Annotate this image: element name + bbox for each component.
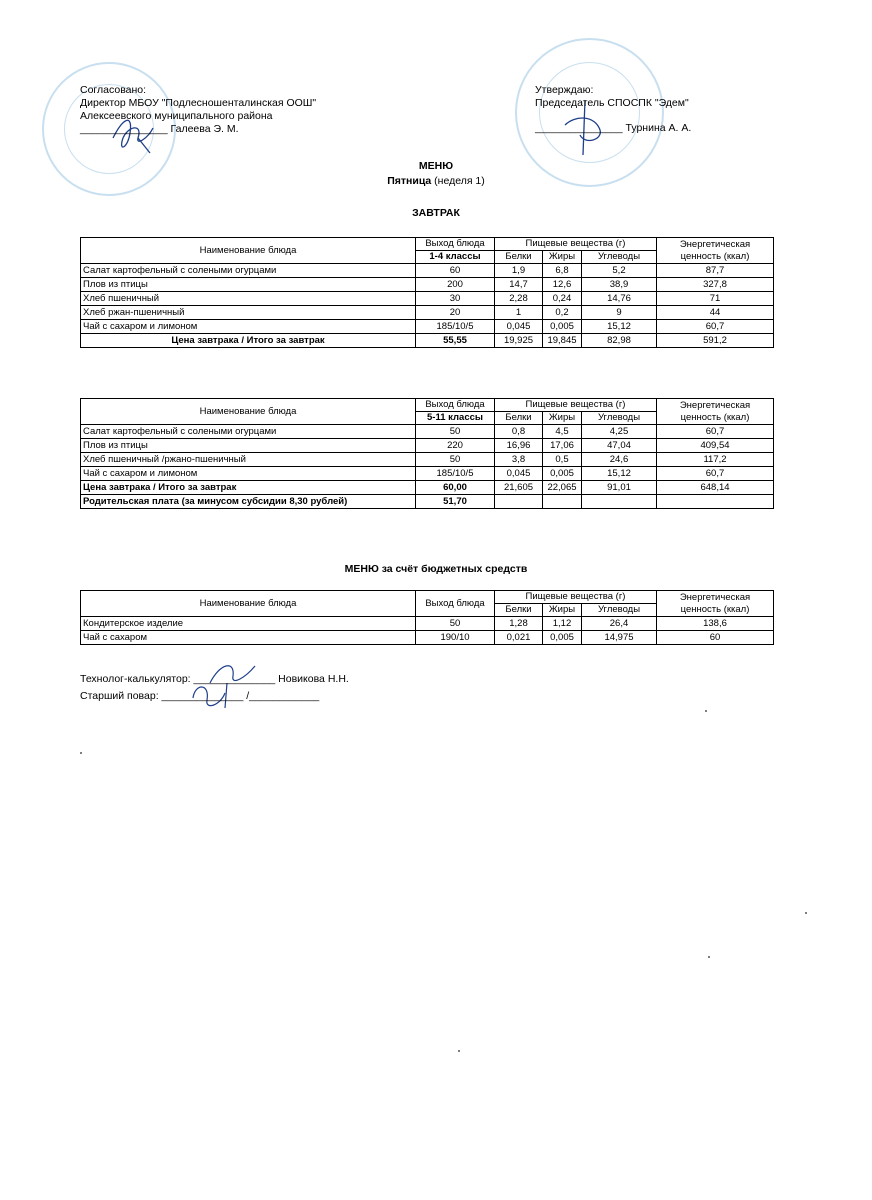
dish-name: Кондитерское изделие bbox=[81, 617, 416, 631]
breakfast-table-1-4 bbox=[80, 237, 774, 348]
dish-energy: 409,54 bbox=[657, 439, 774, 453]
dish-name: Салат картофельный с солеными огурцами bbox=[81, 425, 416, 439]
dish-output: 200 bbox=[416, 278, 495, 292]
table-row bbox=[81, 425, 774, 439]
parent-fee-label: Родительская плата (за минусом субсидии 8,30 рублей) bbox=[81, 495, 416, 509]
dish-proteins: 0,8 bbox=[495, 425, 543, 439]
dish-output: 50 bbox=[416, 453, 495, 467]
header-energy bbox=[657, 591, 774, 617]
total-proteins: 21,605 bbox=[495, 481, 543, 495]
menu-title: МЕНЮ bbox=[418, 160, 454, 172]
scan-speck bbox=[708, 956, 710, 958]
cook-line: Старший повар: ______________ /____________ bbox=[80, 690, 320, 702]
dish-proteins: 16,96 bbox=[495, 439, 543, 453]
total-price: 60,00 bbox=[416, 481, 495, 495]
dish-energy: 138,6 bbox=[657, 617, 774, 631]
total-proteins: 19,925 bbox=[495, 334, 543, 348]
dish-proteins: 1 bbox=[495, 306, 543, 320]
dish-energy: 60,7 bbox=[657, 320, 774, 334]
dish-name: Салат картофельный с солеными огурцами bbox=[81, 264, 416, 278]
menu-day-name: Пятница bbox=[387, 175, 432, 187]
dish-carbs: 15,12 bbox=[582, 320, 657, 334]
approval-right bbox=[535, 84, 691, 135]
dish-output: 220 bbox=[416, 439, 495, 453]
dish-name: Чай с сахаром и лимоном bbox=[81, 467, 416, 481]
table-row bbox=[81, 439, 774, 453]
total-row bbox=[81, 334, 774, 348]
dish-energy: 327,8 bbox=[657, 278, 774, 292]
header-fats: Жиры bbox=[543, 251, 582, 264]
budget-title: МЕНЮ за счёт бюджетных средств bbox=[344, 563, 528, 575]
header-energy bbox=[657, 238, 774, 264]
header-name: Наименование блюда bbox=[81, 591, 416, 617]
technologist-line: Технолог-калькулятор: ______________ Новикова Н.Н. bbox=[80, 673, 349, 685]
header-carbs: Углеводы bbox=[582, 251, 657, 264]
menu-day bbox=[0, 175, 872, 187]
header-energy-line2: ценность (ккал) bbox=[680, 603, 750, 615]
dish-proteins: 0,045 bbox=[495, 320, 543, 334]
header-nutrients: Пищевые вещества (г) bbox=[495, 399, 657, 412]
parent-fee-value: 51,70 bbox=[416, 495, 495, 509]
total-fats: 19,845 bbox=[543, 334, 582, 348]
table-row bbox=[81, 292, 774, 306]
dish-fats: 6,8 bbox=[543, 264, 582, 278]
approval-left-line2: Директор МБОУ "Подлесношенталинская ООШ" bbox=[80, 97, 317, 109]
dish-carbs: 5,2 bbox=[582, 264, 657, 278]
dish-energy: 60 bbox=[657, 631, 774, 645]
header-output: Выход блюда bbox=[416, 238, 495, 251]
dish-fats: 12,6 bbox=[543, 278, 582, 292]
empty-cell bbox=[582, 495, 657, 509]
dish-carbs: 14,76 bbox=[582, 292, 657, 306]
dish-proteins: 3,8 bbox=[495, 453, 543, 467]
dish-name: Плов из птицы bbox=[81, 278, 416, 292]
header-energy-line2: ценность (ккал) bbox=[680, 411, 750, 423]
dish-fats: 0,005 bbox=[543, 320, 582, 334]
menu-week: (неделя 1) bbox=[431, 175, 485, 187]
dish-proteins: 2,28 bbox=[495, 292, 543, 306]
total-energy: 648,14 bbox=[657, 481, 774, 495]
dish-output: 190/10 bbox=[416, 631, 495, 645]
approval-left-line3: Алексеевского муниципального района bbox=[80, 110, 273, 122]
table-row bbox=[81, 631, 774, 645]
dish-output: 185/10/5 bbox=[416, 320, 495, 334]
header-nutrients: Пищевые вещества (г) bbox=[495, 238, 657, 251]
scan-speck bbox=[705, 710, 707, 712]
dish-fats: 0,24 bbox=[543, 292, 582, 306]
dish-carbs: 26,4 bbox=[582, 617, 657, 631]
dish-carbs: 14,975 bbox=[582, 631, 657, 645]
table-row bbox=[81, 453, 774, 467]
header-fats: Жиры bbox=[543, 604, 582, 617]
header-grade: 5-11 классы bbox=[416, 412, 495, 425]
header-output: Выход блюда bbox=[416, 399, 495, 412]
dish-carbs: 24,6 bbox=[582, 453, 657, 467]
dish-output: 50 bbox=[416, 425, 495, 439]
header-carbs: Углеводы bbox=[582, 604, 657, 617]
dish-proteins: 1,9 bbox=[495, 264, 543, 278]
dish-energy: 87,7 bbox=[657, 264, 774, 278]
header-energy-line1: Энергетическая bbox=[679, 591, 751, 603]
table-row bbox=[81, 320, 774, 334]
dish-proteins: 14,7 bbox=[495, 278, 543, 292]
header-fats: Жиры bbox=[543, 412, 582, 425]
dish-carbs: 9 bbox=[582, 306, 657, 320]
header-carbs: Углеводы bbox=[582, 412, 657, 425]
dish-carbs: 47,04 bbox=[582, 439, 657, 453]
dish-proteins: 0,045 bbox=[495, 467, 543, 481]
total-row bbox=[81, 481, 774, 495]
scan-speck bbox=[458, 1050, 460, 1052]
dish-name: Плов из птицы bbox=[81, 439, 416, 453]
parent-fee-row bbox=[81, 495, 774, 509]
dish-output: 185/10/5 bbox=[416, 467, 495, 481]
header-energy-line1: Энергетическая bbox=[679, 399, 751, 411]
dish-fats: 1,12 bbox=[543, 617, 582, 631]
header-proteins: Белки bbox=[495, 251, 543, 264]
scan-speck bbox=[80, 752, 82, 754]
dish-fats: 0,005 bbox=[543, 467, 582, 481]
total-label: Цена завтрака / Итого за завтрак bbox=[81, 334, 416, 348]
footer bbox=[80, 671, 349, 705]
dish-energy: 60,7 bbox=[657, 467, 774, 481]
dish-proteins: 1,28 bbox=[495, 617, 543, 631]
dish-energy: 44 bbox=[657, 306, 774, 320]
table-row bbox=[81, 467, 774, 481]
header-grade: 1-4 классы bbox=[416, 251, 495, 264]
empty-cell bbox=[495, 495, 543, 509]
dish-energy: 117,2 bbox=[657, 453, 774, 467]
budget-table bbox=[80, 590, 774, 645]
dish-fats: 4,5 bbox=[543, 425, 582, 439]
dish-output: 50 bbox=[416, 617, 495, 631]
approval-left-line1: Согласовано: bbox=[80, 84, 147, 96]
dish-output: 30 bbox=[416, 292, 495, 306]
dish-name: Чай с сахаром bbox=[81, 631, 416, 645]
total-fats: 22,065 bbox=[543, 481, 582, 495]
dish-output: 20 bbox=[416, 306, 495, 320]
dish-carbs: 15,12 bbox=[582, 467, 657, 481]
scan-speck bbox=[805, 912, 807, 914]
dish-energy: 71 bbox=[657, 292, 774, 306]
table-row bbox=[81, 278, 774, 292]
dish-proteins: 0,021 bbox=[495, 631, 543, 645]
header-energy-line1: Энергетическая bbox=[679, 238, 751, 250]
dish-output: 60 bbox=[416, 264, 495, 278]
total-carbs: 82,98 bbox=[582, 334, 657, 348]
approval-right-line3: _______________ Турнина А. А. bbox=[535, 122, 692, 134]
empty-cell bbox=[657, 495, 774, 509]
approval-left bbox=[80, 84, 316, 136]
header-name: Наименование блюда bbox=[81, 238, 416, 264]
dish-fats: 0,5 bbox=[543, 453, 582, 467]
header-output: Выход блюда bbox=[416, 591, 495, 617]
section-title: ЗАВТРАК bbox=[412, 207, 460, 219]
dish-carbs: 4,25 bbox=[582, 425, 657, 439]
approval-right-line1: Утверждаю: bbox=[535, 84, 594, 96]
total-energy: 591,2 bbox=[657, 334, 774, 348]
header-name: Наименование блюда bbox=[81, 399, 416, 425]
dish-name: Хлеб пшеничный bbox=[81, 292, 416, 306]
table-row bbox=[81, 306, 774, 320]
dish-name: Хлеб пшеничный /ржано-пшеничный bbox=[81, 453, 416, 467]
total-price: 55,55 bbox=[416, 334, 495, 348]
dish-carbs: 38,9 bbox=[582, 278, 657, 292]
dish-name: Хлеб ржан-пшеничный bbox=[81, 306, 416, 320]
dish-name: Чай с сахаром и лимоном bbox=[81, 320, 416, 334]
header-nutrients: Пищевые вещества (г) bbox=[495, 591, 657, 604]
approval-left-line4: _______________ Галеева Э. М. bbox=[80, 123, 239, 135]
header-energy bbox=[657, 399, 774, 425]
table-row bbox=[81, 617, 774, 631]
table-row bbox=[81, 264, 774, 278]
breakfast-table-5-11 bbox=[80, 398, 774, 509]
header-energy-line2: ценность (ккал) bbox=[680, 250, 750, 262]
empty-cell bbox=[543, 495, 582, 509]
dish-fats: 17,06 bbox=[543, 439, 582, 453]
total-label: Цена завтрака / Итого за завтрак bbox=[81, 481, 416, 495]
approval-right-line2: Председатель СПОСПК "Эдем" bbox=[535, 97, 689, 109]
total-carbs: 91,01 bbox=[582, 481, 657, 495]
header-proteins: Белки bbox=[495, 604, 543, 617]
dish-energy: 60,7 bbox=[657, 425, 774, 439]
dish-fats: 0,2 bbox=[543, 306, 582, 320]
header-proteins: Белки bbox=[495, 412, 543, 425]
dish-fats: 0,005 bbox=[543, 631, 582, 645]
